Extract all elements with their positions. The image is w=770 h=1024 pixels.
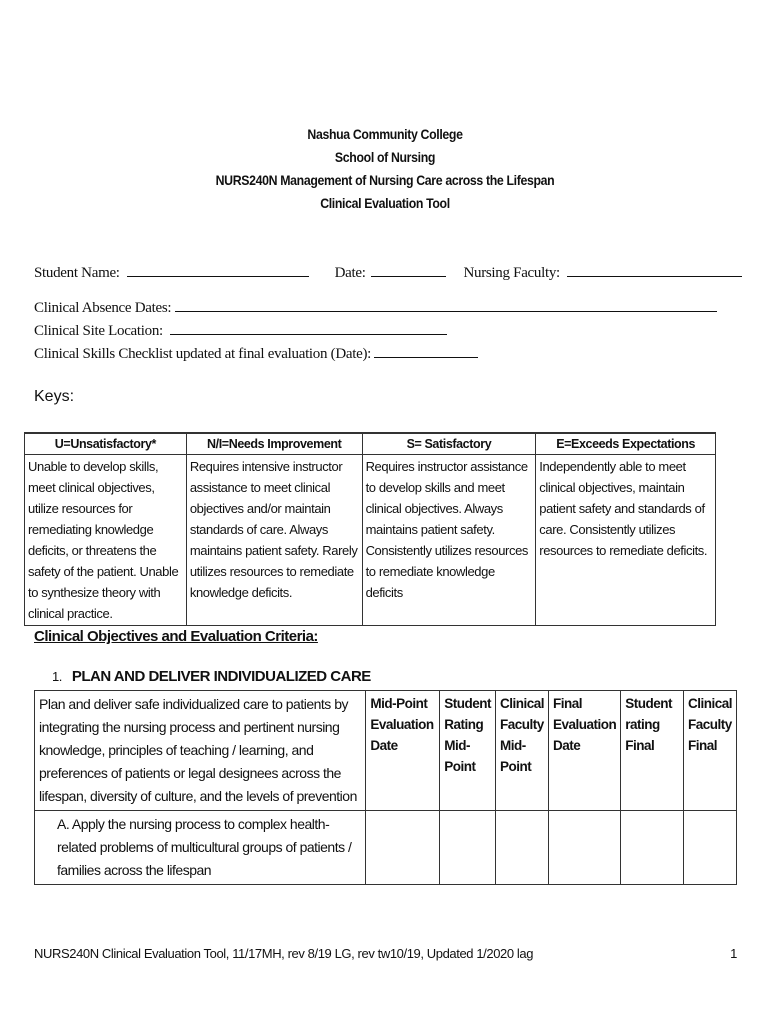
absence-dates-row — [34, 297, 717, 317]
site-location-row — [34, 320, 447, 340]
school-name: School of Nursing — [334, 149, 436, 165]
evaluation-table — [34, 690, 737, 885]
skills-checklist-label: Clinical Skills Checklist updated at final evaluation (Date): — [34, 346, 372, 362]
skills-checklist-field[interactable] — [374, 343, 478, 358]
page-footer — [34, 946, 737, 961]
student-name-label: Student Name: — [34, 265, 120, 281]
page-number: 1 — [730, 946, 737, 961]
table-row — [35, 811, 737, 885]
cell-student-rating-midpoint[interactable] — [440, 811, 496, 885]
cell-midpoint-date[interactable] — [366, 811, 440, 885]
absence-dates-label: Clinical Absence Dates: — [34, 300, 172, 316]
site-location-field[interactable] — [170, 320, 447, 335]
college-name: Nashua Community College — [307, 126, 463, 142]
key-heading-exceeds: E=Exceeds Expectations — [536, 433, 716, 455]
section-title: PLAN AND DELIVER INDIVIDUALIZED CARE — [71, 668, 371, 685]
col-student-rating-final: Student rating Final — [621, 691, 684, 811]
col-faculty-final: Clinical Faculty Final — [683, 691, 736, 811]
skills-checklist-row — [34, 343, 478, 363]
section-heading — [52, 668, 371, 685]
key-heading-satisfactory: S= Satisfactory — [362, 433, 536, 455]
cell-final-date[interactable] — [549, 811, 621, 885]
student-name-field[interactable] — [127, 262, 309, 277]
course-title: NURS240N Management of Nursing Care across the Lifespan — [215, 172, 555, 188]
document-title — [0, 123, 770, 215]
cell-faculty-midpoint[interactable] — [496, 811, 549, 885]
keys-table — [24, 432, 716, 626]
site-location-label: Clinical Site Location: — [34, 323, 163, 339]
criterion-text: Apply the nursing process to complex health-related problems of multicultural groups of patients / families across the lifespan — [57, 816, 352, 878]
objectives-heading: Clinical Objectives and Evaluation Criteria: — [34, 628, 318, 645]
tool-title: Clinical Evaluation Tool — [320, 195, 450, 211]
section-description: Plan and deliver safe individualized care to patients by integrating the nursing process and pertinent nursing knowledge, principles of teaching / learning, and preferences of patients or legal designees across the lifespan, diversity of culture, and the levels of prevention — [35, 691, 366, 811]
nursing-faculty-field[interactable] — [567, 262, 742, 277]
criterion-letter: A. — [57, 816, 70, 832]
key-text-satisfactory: Requires instructor assistance to develop skills and meet clinical objectives. Always maintains patient safety. Consistently utilizes resources to remediate knowledge deficits — [362, 455, 536, 626]
absence-dates-field[interactable] — [175, 297, 717, 312]
date-field[interactable] — [371, 262, 446, 277]
key-heading-unsatisfactory: U=Unsatisfactory* — [25, 433, 187, 455]
nursing-faculty-label: Nursing Faculty: — [463, 265, 560, 281]
key-text-unsatisfactory: Unable to develop skills, meet clinical objectives, utilize resources for remediating knowledge deficits, or threatens the safety of the patient. Unable to synthesize theory with clinical practice. — [25, 455, 187, 626]
col-faculty-midpoint: Clinical Faculty Mid-Point — [496, 691, 549, 811]
cell-student-rating-final[interactable] — [621, 811, 684, 885]
revision-note: NURS240N Clinical Evaluation Tool, 11/17MH, rev 8/19 LG, rev tw10/19, Updated 1/2020 lag — [34, 946, 534, 961]
cell-faculty-final[interactable] — [683, 811, 736, 885]
key-text-exceeds: Independently able to meet clinical objectives, maintain patient safety and standards of care. Consistently utilizes resources to remediate deficits. — [536, 455, 716, 626]
key-text-needs-improvement: Requires intensive instructor assistance to meet clinical objectives and/or maintain standards of care. Always maintains patient safety. Rarely utilizes resources to remediate knowledge deficits. — [186, 455, 362, 626]
col-student-rating-midpoint: Student Rating Mid-Point — [440, 691, 496, 811]
keys-label: Keys: — [34, 388, 75, 405]
criterion-a — [35, 811, 366, 885]
col-final-date: Final Evaluation Date — [549, 691, 621, 811]
date-label: Date: — [334, 265, 366, 281]
col-midpoint-date: Mid-Point Evaluation Date — [366, 691, 440, 811]
student-info-row — [34, 262, 742, 282]
section-number: 1. — [52, 669, 62, 684]
key-heading-needs-improvement: N/I=Needs Improvement — [186, 433, 362, 455]
